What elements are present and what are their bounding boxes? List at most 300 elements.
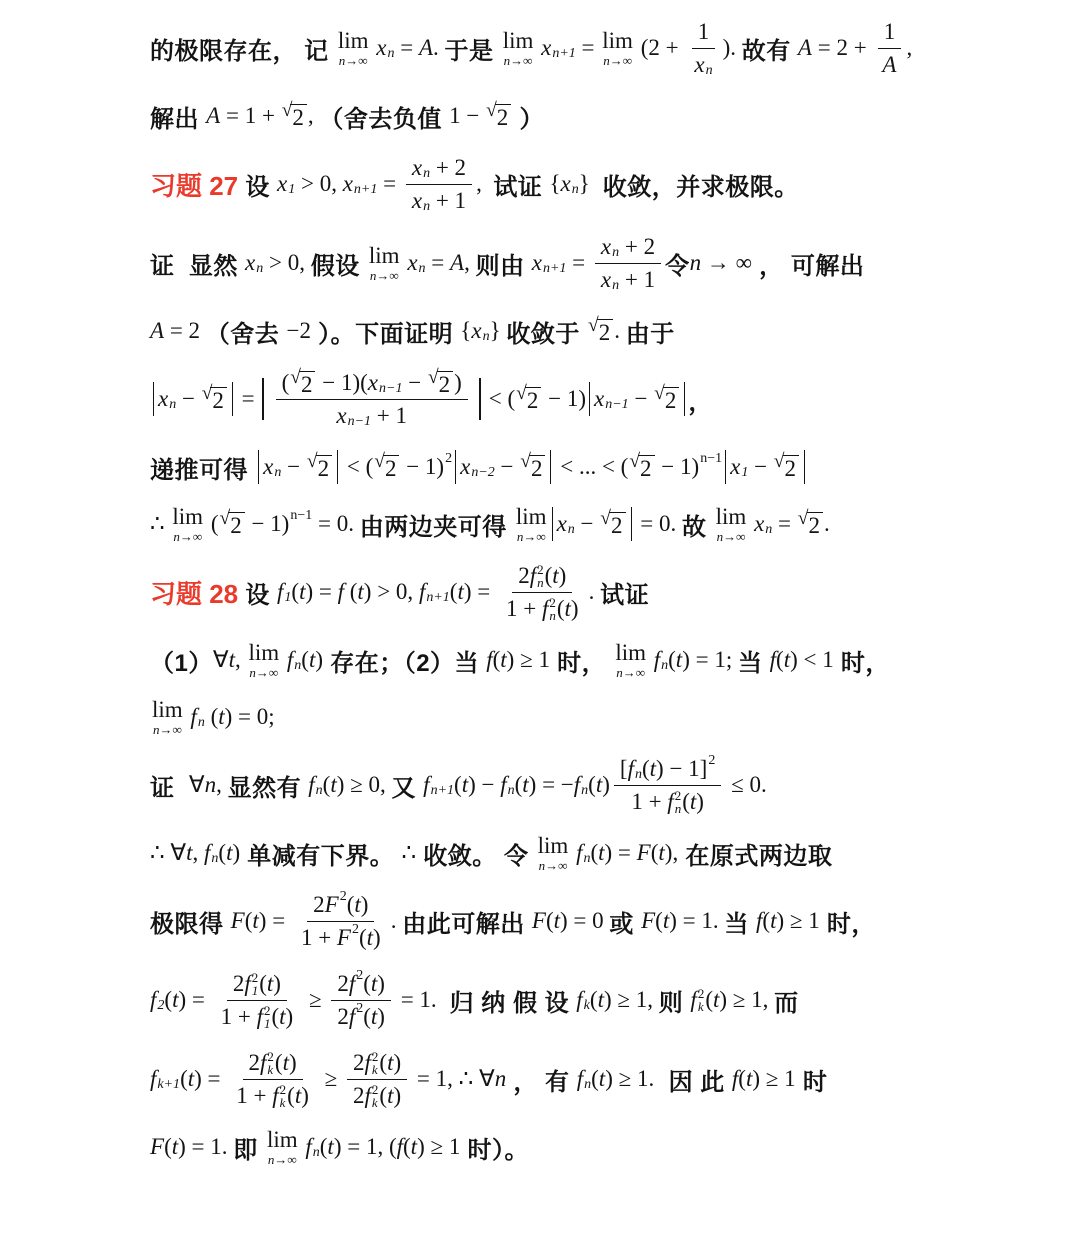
- radicand: [525, 387, 542, 412]
- math-variable: t: [662, 908, 670, 933]
- math-text: ) ≥ 1: [776, 908, 820, 933]
- subscript: n: [423, 199, 431, 215]
- cn-text: 试证: [600, 581, 650, 609]
- math-text: (: [274, 1050, 283, 1075]
- sub-superscript: [372, 1083, 379, 1109]
- radical-sign: √: [486, 99, 497, 121]
- math-text: (: [641, 756, 650, 781]
- subscript: n: [315, 783, 323, 799]
- math-variable: t: [675, 647, 683, 672]
- denominator: [595, 264, 661, 293]
- subscript: k: [697, 999, 704, 1014]
- subscript: n: [507, 783, 515, 799]
- math-text: 2: [530, 455, 543, 481]
- math-text: 1: [697, 19, 710, 44]
- fraction: [688, 18, 718, 78]
- math-text: =: [377, 171, 402, 196]
- radical-sign: √: [374, 450, 385, 472]
- math-text: (: [449, 579, 458, 604]
- superscript: n−1: [290, 508, 313, 524]
- math-text: < (: [483, 386, 516, 411]
- superscript: 2: [356, 968, 364, 984]
- fraction: [276, 366, 468, 430]
- subscript: n: [549, 608, 556, 623]
- math-text: ≥: [318, 1066, 343, 1091]
- math-text: (: [668, 647, 676, 672]
- math-text: + 1: [430, 188, 467, 213]
- math-text: 1 +: [236, 1083, 273, 1108]
- math-variable: f: [364, 1083, 371, 1108]
- math-text: = 2: [164, 318, 206, 343]
- subscript: 1: [251, 983, 259, 998]
- math-text: ) =: [604, 840, 637, 865]
- fraction: [331, 970, 391, 1030]
- subscript: n+1: [353, 182, 378, 198]
- subscript: n−1: [347, 414, 372, 430]
- math-text: − 1)(: [316, 370, 368, 395]
- math-variable: f: [576, 987, 583, 1012]
- math-text: 2: [611, 512, 623, 538]
- subscript: n: [256, 261, 264, 277]
- math-variable: t: [299, 579, 306, 604]
- math-text: .: [433, 35, 445, 60]
- limit-operator: [248, 641, 279, 679]
- math-variable: t: [171, 1134, 179, 1159]
- math-text: ): [232, 840, 241, 865]
- formula-line-16: [150, 1049, 895, 1109]
- math-variable: F: [641, 908, 656, 933]
- math-variable: t: [282, 1050, 289, 1075]
- math-text: ): [360, 892, 369, 917]
- cn-text: 时，: [549, 649, 614, 677]
- sub-superscript: [698, 987, 705, 1013]
- math-variable: t: [330, 772, 337, 797]
- square-root: [290, 366, 315, 397]
- limit-operator: [338, 29, 369, 67]
- formula-line-5: [150, 312, 895, 350]
- limit-subscript: n→∞: [538, 858, 568, 873]
- fraction: [230, 1049, 315, 1109]
- subscript: n: [567, 522, 575, 538]
- math-text: 2: [598, 319, 611, 345]
- limit-operator: [516, 505, 547, 543]
- limit-subscript: n→∞: [249, 665, 279, 680]
- math-text: 2: [526, 387, 539, 413]
- subscript: 1: [263, 1016, 271, 1031]
- math-text: ) ≥ 1,: [603, 987, 659, 1012]
- math-text: {: [460, 318, 472, 343]
- math-variable: f: [364, 1050, 371, 1075]
- denominator: [688, 49, 718, 78]
- math-text: ) =: [178, 987, 211, 1012]
- square-root: [201, 382, 227, 413]
- math-text: (: [403, 1134, 411, 1159]
- math-text: −: [281, 454, 306, 479]
- sub-superscript: [252, 971, 259, 997]
- math-text: 2: [784, 455, 797, 481]
- cn-text: ）。下面证明: [310, 320, 461, 348]
- cn-text: 收敛，并求极限。: [595, 173, 799, 201]
- math-variable: t: [226, 840, 233, 865]
- limit-operator: [538, 834, 569, 872]
- math-variable: t: [597, 987, 604, 1012]
- math-text: (: [514, 772, 523, 797]
- numerator: [347, 1049, 407, 1080]
- math-variable: x: [535, 35, 552, 60]
- cn-text: 则: [658, 989, 691, 1017]
- limit-operator: [503, 29, 534, 67]
- formula-line-9: [150, 562, 895, 622]
- math-text: = 0.: [634, 511, 682, 536]
- math-text: ) ≥ 1: [752, 1066, 796, 1091]
- absolute-value: [153, 382, 233, 416]
- math-variable: x: [263, 454, 274, 479]
- limit-word: lim: [172, 504, 204, 529]
- subscript: n: [705, 63, 713, 79]
- math-variable: f: [423, 772, 430, 797]
- sub-superscript: [537, 563, 544, 589]
- math-text: (: [244, 908, 253, 933]
- math-variable: t: [172, 987, 179, 1012]
- math-variable: t: [294, 1083, 302, 1108]
- square-root: [219, 507, 244, 538]
- math-text: 2: [313, 892, 325, 917]
- math-variable: f: [769, 647, 777, 672]
- formula-line-1: [150, 18, 913, 79]
- cn-text: 存在；（2）当: [323, 649, 487, 677]
- square-root: [486, 99, 511, 130]
- cn-text: （舍去负值: [319, 105, 450, 133]
- superscript: 2: [674, 788, 682, 803]
- math-variable: t: [366, 925, 374, 950]
- math-text: }: [489, 318, 507, 343]
- math-text: ): [315, 647, 324, 672]
- math-variable: t: [658, 840, 665, 865]
- math-variable: f: [308, 772, 315, 797]
- math-variable: f: [756, 908, 763, 933]
- math-text: − 1): [655, 454, 700, 479]
- fraction: [215, 970, 300, 1030]
- math-variable: f: [573, 772, 581, 797]
- math-variable: t: [649, 756, 657, 781]
- radicand: [529, 455, 546, 480]
- math-variable: f: [281, 647, 294, 672]
- math-text: ) = −: [528, 772, 574, 797]
- radical-sign: √: [219, 507, 231, 529]
- math-text: (: [363, 971, 371, 996]
- numerator: [692, 18, 716, 49]
- math-text: (: [556, 596, 565, 621]
- math-text: ),: [664, 840, 679, 865]
- math-text: 2: [292, 104, 304, 130]
- math-text: ) −: [468, 772, 501, 797]
- radicand: [609, 512, 626, 537]
- math-variable: t: [266, 971, 274, 996]
- limit-word: lim: [266, 1127, 298, 1152]
- cn-text: ，: [688, 388, 713, 416]
- math-text: ) ≥ 0,: [336, 772, 392, 797]
- square-root: [588, 314, 613, 345]
- cn-text: 时，: [819, 910, 876, 938]
- absolute-value: [725, 450, 805, 484]
- subscript: n: [274, 465, 282, 481]
- cn-text: 的极限存在， 记: [150, 37, 336, 65]
- math-text: 2: [317, 455, 330, 481]
- math-text: ) =: [194, 1066, 227, 1091]
- math-text: ) ≥ 1,: [719, 987, 775, 1012]
- subscript: k: [371, 1095, 378, 1110]
- math-text: ): [377, 971, 385, 996]
- math-text: (: [544, 563, 553, 588]
- numerator: [406, 154, 472, 185]
- delimiter-bar: [479, 378, 481, 420]
- math-text: ,: [307, 103, 320, 128]
- math-variable: f: [570, 840, 583, 865]
- subscript: n: [661, 658, 669, 674]
- denominator: [406, 185, 472, 214]
- math-text: (: [291, 579, 300, 604]
- math-text: .: [390, 908, 403, 933]
- math-variable: f: [204, 840, 211, 865]
- math-variable: t: [783, 647, 791, 672]
- math-text: (: [454, 772, 462, 797]
- radical-sign: √: [520, 450, 531, 472]
- cn-text: 令: [665, 252, 690, 280]
- math-text: ,: [464, 250, 476, 275]
- limit-subscript: n→∞: [516, 529, 546, 544]
- math-variable: t: [308, 647, 316, 672]
- denominator: [295, 922, 387, 951]
- limit-word: lim: [602, 28, 633, 53]
- math-text: 2: [664, 387, 677, 413]
- limit-subscript: n→∞: [603, 53, 632, 68]
- cn-text: 在原式两边取: [678, 842, 833, 870]
- math-text: ) =: [258, 908, 291, 933]
- denominator: [330, 400, 413, 429]
- limit-operator: [172, 505, 203, 543]
- numerator: [243, 1049, 303, 1080]
- math-text: =: [425, 250, 451, 275]
- limit-word: lim: [248, 640, 280, 665]
- math-text: 2: [496, 104, 509, 130]
- math-variable: t: [186, 840, 193, 865]
- math-variable: f: [348, 1004, 356, 1029]
- limit-subscript: n→∞: [338, 53, 368, 68]
- limit-subscript: n→∞: [173, 529, 203, 544]
- math-text: −: [628, 386, 654, 411]
- math-text: (: [591, 1066, 599, 1091]
- radicand: [316, 455, 333, 480]
- math-variable: f: [541, 596, 549, 621]
- cn-text: （舍去: [205, 320, 287, 348]
- math-variable: t: [387, 1083, 394, 1108]
- math-text: .: [588, 579, 601, 604]
- math-variable: t: [712, 987, 720, 1012]
- math-text: −: [176, 386, 201, 411]
- square-root: [797, 507, 823, 538]
- math-text: ) > 0,: [363, 579, 419, 604]
- cn-text: 试证: [493, 173, 550, 201]
- subscript: k: [371, 1062, 378, 1077]
- cn-text: ， 有: [506, 1068, 577, 1096]
- math-text: ∴: [401, 840, 417, 865]
- math-variable: F: [336, 925, 351, 950]
- math-variable: t: [228, 647, 235, 672]
- subscript: 1: [288, 182, 296, 198]
- formula-line-13: [150, 834, 895, 872]
- cn-text: 时，: [833, 649, 890, 677]
- sub-superscript: [549, 596, 556, 622]
- math-solution-content: [150, 18, 913, 1167]
- math-text: + 1: [619, 267, 656, 292]
- limit-word: lim: [337, 28, 369, 53]
- math-variable: f: [348, 971, 356, 996]
- cn-text: 设: [238, 581, 277, 609]
- cn-text: 又: [391, 774, 424, 802]
- numerator: [614, 755, 721, 786]
- formula-line-11: [150, 698, 895, 736]
- math-variable: f: [244, 971, 251, 996]
- radicand: [495, 104, 512, 129]
- radicand: [437, 371, 454, 396]
- subscript: n+1: [552, 46, 576, 62]
- denominator: [347, 1080, 407, 1109]
- delimiter-bar: [262, 378, 264, 420]
- math-text: (: [301, 647, 309, 672]
- math-text: (: [346, 892, 355, 917]
- exercise-heading: 习题 27: [150, 170, 239, 201]
- math-text: ) = 0: [560, 908, 610, 933]
- math-variable: f: [647, 647, 661, 672]
- subscript: 1: [741, 465, 749, 481]
- radical-sign: √: [629, 450, 641, 472]
- math-variable: t: [410, 1134, 418, 1159]
- superscript: 2: [537, 562, 544, 577]
- math-variable: n: [689, 250, 702, 275]
- math-text: + 1: [371, 403, 408, 428]
- subscript: k: [583, 998, 590, 1014]
- math-text: [: [619, 756, 628, 781]
- math-variable: f: [667, 789, 674, 814]
- superscript: 2: [351, 922, 359, 938]
- math-text: (: [363, 1004, 371, 1029]
- math-text: =: [772, 511, 797, 536]
- math-variable: f: [500, 772, 507, 797]
- radical-sign: √: [427, 366, 439, 388]
- subscript: n: [612, 245, 620, 261]
- fraction: [595, 233, 661, 293]
- math-text: (: [287, 1083, 295, 1108]
- math-text: (: [655, 908, 663, 933]
- denominator: [230, 1080, 315, 1109]
- superscript: 2: [371, 1082, 379, 1097]
- math-variable: t: [370, 1004, 378, 1029]
- radicand: [663, 387, 680, 412]
- math-variable: x: [600, 234, 612, 259]
- math-text: ) = 0;: [224, 704, 275, 729]
- sub-superscript: [675, 789, 682, 815]
- math-variable: t: [252, 908, 259, 933]
- math-variable: x: [411, 155, 423, 180]
- math-text: (: [650, 840, 659, 865]
- math-variable: x: [401, 250, 418, 275]
- math-variable: A: [418, 35, 434, 60]
- math-text: ) ≥ 1.: [605, 1066, 655, 1091]
- math-text: 1 +: [220, 1004, 257, 1029]
- numerator: [512, 562, 572, 593]
- subscript: n: [211, 851, 219, 867]
- math-variable: A: [450, 250, 465, 275]
- math-text: =: [566, 250, 591, 275]
- math-variable: f: [256, 1004, 263, 1029]
- math-variable: t: [770, 908, 777, 933]
- math-variable: f: [277, 579, 284, 604]
- cn-text: 故: [681, 513, 714, 541]
- absolute-value: [589, 382, 685, 416]
- math-variable: f: [486, 647, 493, 672]
- math-text: }: [578, 171, 596, 196]
- superscript: 2: [263, 1003, 271, 1018]
- math-variable: t: [500, 647, 507, 672]
- math-variable: x: [342, 171, 353, 196]
- math-variable: f: [529, 563, 537, 588]
- math-text: (: [545, 908, 554, 933]
- math-text: (: [589, 987, 598, 1012]
- limit-word: lim: [715, 504, 747, 529]
- math-text: 2: [300, 371, 313, 397]
- math-text: 2: [353, 1050, 365, 1075]
- square-root: [773, 450, 799, 481]
- math-variable: x: [600, 267, 612, 292]
- math-variable: A: [206, 103, 221, 128]
- sub-superscript: [372, 1050, 379, 1076]
- radical-sign: √: [600, 507, 611, 529]
- denominator: [625, 786, 710, 815]
- math-text: = 1 +: [220, 103, 281, 128]
- limit-operator: [615, 641, 646, 679]
- math-text: (: [682, 789, 690, 814]
- cn-text: 显然有: [227, 774, 309, 802]
- math-text: (: [590, 840, 599, 865]
- math-text: −: [748, 454, 773, 479]
- math-variable: F: [324, 892, 339, 917]
- math-text: ) ≥ 1: [506, 647, 550, 672]
- math-variable: x: [367, 370, 378, 395]
- math-variable: t: [598, 1066, 606, 1091]
- math-text: 2: [640, 455, 652, 481]
- math-text: ): [377, 1004, 385, 1029]
- math-text: ) = 1.: [178, 1134, 234, 1159]
- square-root: [520, 450, 545, 481]
- cn-text: 而: [774, 989, 799, 1017]
- math-text: ,: [216, 772, 228, 797]
- math-variable: f: [260, 1050, 267, 1075]
- math-text: 2: [232, 971, 245, 996]
- radical-sign: √: [290, 366, 301, 388]
- math-text: 2: [212, 387, 224, 413]
- math-text: ∀: [188, 772, 205, 797]
- math-text: 1: [883, 19, 896, 44]
- math-text: ,: [234, 647, 247, 672]
- math-text: =: [394, 35, 419, 60]
- math-variable: t: [745, 1066, 753, 1091]
- math-text: (: [204, 704, 219, 729]
- math-text: (: [218, 840, 227, 865]
- math-text: = 1.: [394, 987, 443, 1012]
- fraction: [876, 18, 902, 78]
- math-text: (: [205, 511, 219, 536]
- math-text: ): [273, 971, 281, 996]
